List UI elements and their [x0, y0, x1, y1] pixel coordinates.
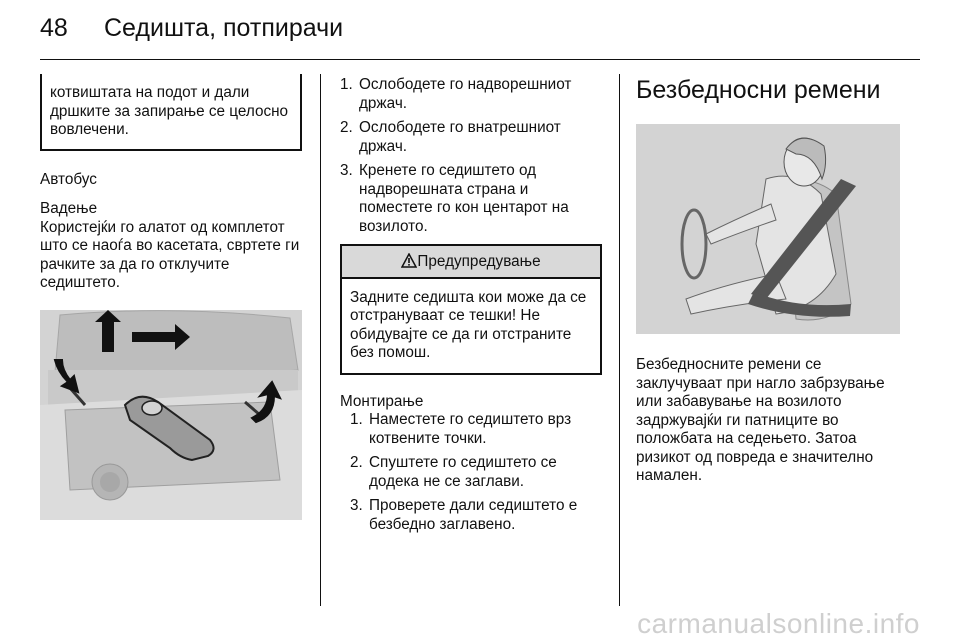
vehicle-heading: Автобус	[40, 170, 97, 188]
seat-anchor-illustration	[40, 310, 302, 520]
seatbelt-caption: Безбедносните ремени се заклучуваат при нагло забрзување или забавување на возилото задржувајќи ги патниците во положбата на седењето. Затоа ризикот од повреда е значително намален.	[636, 356, 885, 484]
seat-anchor-drawing	[40, 310, 302, 520]
warning-body: Задните седишта кои може да се отстрануваат се тешки! Не обидувајте се да ги отстраните без помош.	[350, 288, 587, 361]
step-number: 2.	[350, 454, 363, 471]
column-left	[40, 74, 302, 520]
list-item	[350, 454, 602, 491]
step-text: Кренете го седиштето од надворешната страна и поместете го кон центарот на возилото.	[359, 162, 569, 235]
removal-heading: Вадење	[40, 200, 98, 217]
section-title: Безбедносни ремени	[636, 76, 881, 104]
list-item	[350, 497, 602, 534]
header-rule	[40, 59, 920, 60]
step-text: Наместете го седиштето врз котвените точки.	[369, 411, 572, 447]
seatbelt-drawing	[636, 124, 900, 334]
install-heading: Монтирање	[340, 392, 424, 410]
warning-box	[340, 244, 602, 375]
list-item	[340, 162, 602, 236]
warning-icon	[401, 253, 417, 268]
column-divider	[619, 74, 620, 606]
step-number: 3.	[350, 497, 363, 514]
warning-header	[342, 246, 600, 279]
page-header	[40, 14, 343, 43]
list-item	[350, 411, 602, 448]
column-right	[636, 76, 900, 486]
step-number: 1.	[350, 411, 363, 428]
column-middle	[340, 76, 602, 540]
watermark: carmanualsonline.info	[637, 608, 920, 639]
note-box	[40, 74, 302, 151]
release-steps	[340, 76, 602, 236]
step-number: 2.	[340, 119, 353, 136]
warning-title: Предупредување	[417, 253, 541, 270]
column-divider	[320, 74, 321, 606]
step-text: Ослободете го надворешниот држач.	[359, 76, 572, 112]
step-number: 1.	[340, 76, 353, 93]
step-number: 3.	[340, 162, 353, 179]
note-text: котвиштата на подот и дали дршките за запирање се целосно вовлечени.	[50, 84, 289, 138]
list-item	[340, 119, 602, 156]
list-item	[340, 76, 602, 113]
page-title: Седишта, потпирачи	[104, 14, 344, 42]
seatbelt-illustration	[636, 124, 900, 334]
install-steps	[340, 411, 602, 534]
step-text: Ослободете го внатрешниот држач.	[359, 119, 561, 155]
step-text: Спуштете го седиштето се додека не се заглави.	[369, 454, 557, 490]
removal-text: Користејќи го алатот од комплетот што се наоѓа во касетата, свртете ги рачките за да го отклучите седиштето.	[40, 218, 300, 291]
page-number: 48	[40, 14, 68, 42]
step-text: Проверете дали седиштето е безбедно заглавено.	[369, 497, 578, 533]
